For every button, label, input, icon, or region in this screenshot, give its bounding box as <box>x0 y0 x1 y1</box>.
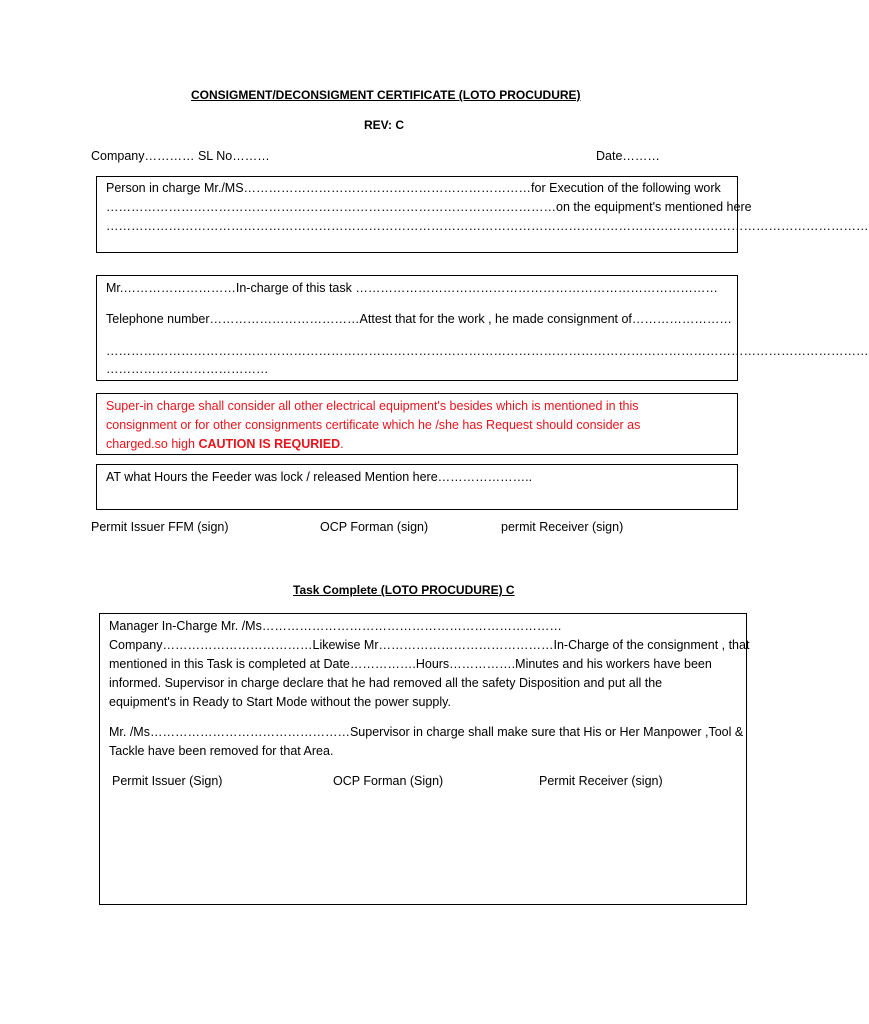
tackle-removed-line: Tackle have been removed for that Area. <box>109 744 334 758</box>
caution-line-3 <box>106 437 344 451</box>
task-incharge-line: Mr.………………………In-charge of this task …………………………………………………………………………… <box>106 281 718 295</box>
ready-to-start-line: equipment's in Ready to Start Mode without the power supply. <box>109 695 451 709</box>
supervisor-declare-line: informed. Supervisor in charge declare that he had removed all the safety Disposition and put all the <box>109 676 663 690</box>
permit-receiver-sign-2: Permit Receiver (sign) <box>539 774 663 788</box>
telephone-line: Telephone number………………………………Attest that for the work , he made consignment of…………………… <box>106 312 732 326</box>
feeder-hours-box <box>96 464 738 510</box>
feeder-hours-line: AT what Hours the Feeder was lock / released Mention here………………….. <box>106 470 533 484</box>
equipment-line: ………………………………………………………………………………………………on the equipment's mentioned here <box>106 200 752 214</box>
consignment-line-continued: ………………………………… <box>106 362 269 376</box>
ocp-forman-sign-2: OCP Forman (Sign) <box>333 774 444 788</box>
page-title: CONSIGMENT/DECONSIGMENT CERTIFICATE (LOTO PROCUDURE) <box>191 88 581 102</box>
consignment-line: ………………………………………………………………………………………………………………………………………………………………… <box>106 344 869 358</box>
caution-line-1: Super-in charge shall consider all other electrical equipment's besides which is mentioned in this <box>106 399 639 413</box>
task-completed-line: mentioned in this Task is completed at Date…………….Hours…………….Minutes and his workers have been <box>109 657 712 671</box>
work-description-line: ………………………………………………………………………………………………………………………………………………………………… <box>106 219 869 233</box>
task-incharge-box <box>96 275 869 381</box>
caution-line-3-prefix: charged.so high <box>106 437 199 451</box>
permit-receiver-sign: permit Receiver (sign) <box>501 520 624 534</box>
permit-issuer-ffm-sign: Permit Issuer FFM (sign) <box>91 520 229 534</box>
task-complete-title: Task Complete (LOTO PROCUDURE) C <box>293 583 515 597</box>
caution-required-text: CAUTION IS REQURIED <box>198 437 341 451</box>
task-complete-box <box>99 613 750 905</box>
ocp-forman-sign: OCP Forman (sign) <box>320 520 429 534</box>
person-in-charge-line: Person in charge Mr./MS……………………………………………………………for Execution of the following work <box>106 181 721 195</box>
manager-incharge-line: Manager In-Charge Mr. /Ms……………………………………………………………… <box>109 619 562 633</box>
person-in-charge-box <box>96 176 869 253</box>
permit-issuer-sign: Permit Issuer (Sign) <box>112 774 223 788</box>
caution-line-2: consignment or for other consignments certificate which he /she has Request should consider as <box>106 418 641 432</box>
supervisor-manpower-line: Mr. /Ms…………………………………………Supervisor in charge shall make sure that His or Her Manpower ,Tool & <box>109 725 744 739</box>
company-likewise-line: Company………………………………Likewise Mr……………………………………In-Charge of the consignment , that <box>109 638 750 652</box>
company-sl-field: Company………… SL No……… <box>91 149 270 163</box>
date-field: Date……… <box>596 149 660 163</box>
revision-label: REV: C <box>364 118 405 132</box>
caution-box <box>96 393 738 455</box>
caution-line-3-suffix: . <box>340 437 344 451</box>
